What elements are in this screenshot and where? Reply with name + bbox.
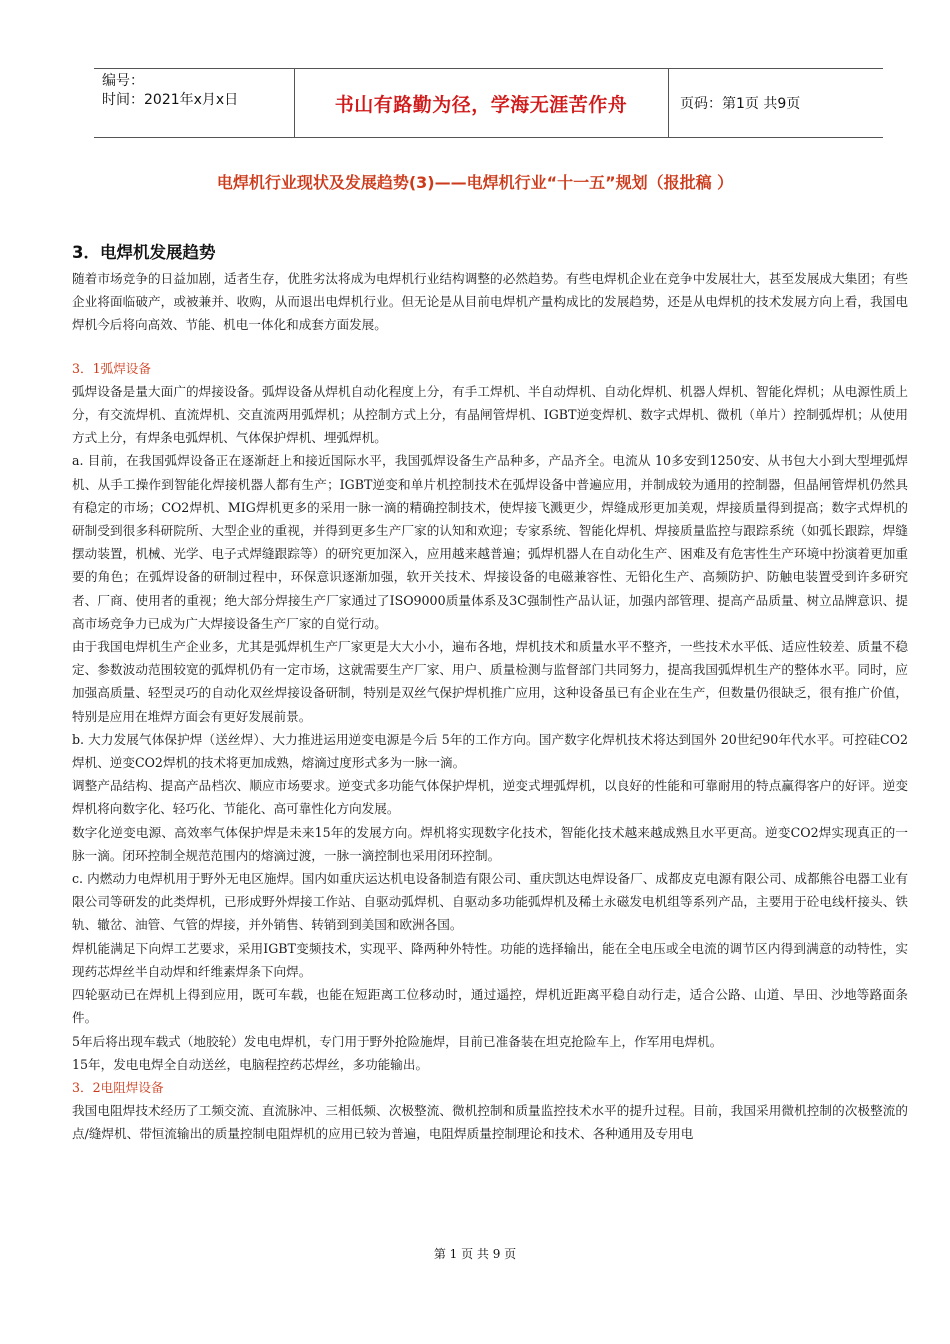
paragraph: 弧焊设备是量大面广的焊接设备。弧焊设备从焊机自动化程度上分，有手工焊机、半自动焊机、自动化焊机、机器人焊机、智能化焊机；从电源性质上分，有交流焊机、直流焊机、交直流两用弧焊机；从控制方式上分，有晶闸管焊机、IGBT逆变焊机、数字式焊机、微机（单片）控制弧焊机；从使用方式上分，有焊条电弧焊机、气体保护焊机、埋弧焊机。 xyxy=(72,383,908,446)
header-divider xyxy=(668,69,669,137)
document-body xyxy=(72,241,908,1146)
header-meta xyxy=(102,72,238,110)
header-page-number: 页码：第1页 共9页 xyxy=(680,96,801,112)
paragraph: 调整产品结构、提高产品档次、顺应市场要求。逆变式多功能气体保护焊机，逆变式埋弧焊机，以良好的性能和可靠耐用的特点赢得客户的好评。逆变焊机将向数字化、轻巧化、节能化、高可靠性化方向发展。 xyxy=(72,778,908,817)
subsection-heading: 3．2电阻焊设备 xyxy=(72,1079,164,1095)
subsection-heading: 3．1弧焊设备 xyxy=(72,360,151,376)
paragraph: 由于我国电焊机生产企业多，尤其是弧焊机生产厂家更是大大小小，遍布各地，焊机技术和质量水平不整齐，一些技术水平低、适应性较差、质量不稳定、参数波动范围较宽的弧焊机仍有一定市场，这就需要生产厂家、用户、质量检测与监督部门共同努力，提高我国弧焊机生产的整体水平。同时，应加强高质量、轻型灵巧的自动化双丝焊接设备研制，特别是双丝气保护焊机推广应用，这种设备虽已有企业在生产，但数量仍很缺乏，很有推广价值，特别是应用在堆焊方面会有更好发展前景。 xyxy=(72,639,908,724)
page-footer: 第 1 页 共 9 页 xyxy=(433,1247,517,1261)
paragraph: 焊机能满足下向焊工艺要求，采用IGBT变频技术，实现平、降两种外特性。功能的选择输出，能在全电压或全电流的调节区内得到满意的动特性，实现药芯焊丝半自动焊和纤维素焊条下向焊。 xyxy=(72,940,908,979)
paragraph: a. 目前，在我国弧焊设备正在逐渐赶上和接近国际水平，我国弧焊设备生产品种多，产品齐全。电流从 10多安到1250安、从书包大小到大型埋弧焊机、从手工操作到智能化焊接机器人都有生产；IGBT逆变和单片机控制技术在弧焊设备中普遍应用，并制成较为通用的控制器，但晶闸管焊机仍然具有稳定的市场；CO2焊机、MIG焊机更多的采用一脉一滴的精确控制技术，使焊接飞溅更少，焊缝成形更加美观，焊接质量得到提高；数字式焊机的研制受到很多科研院所、大型企业的重视，并得到更多生产厂家的认知和欢迎；专家系统、智能化焊机、焊接质量监控与跟踪系统（如弧长跟踪，焊缝摆动装置，机械、光学、电子式焊缝跟踪等）的研究更加深入，应用越来越普遍；弧焊机器人在自动化生产、困难及有危害性生产环境中扮演着更加重要的角色；在弧焊设备的研制过程中，环保意识逐渐加强，软开关技术、焊接设备的电磁兼容性、无铅化生产、高频防护、防触电装置受到许多研究者、厂商、使用者的重视；绝大部分焊接生产厂家通过了ISO9000质量体系及3C强制性产品认证，加强内部管理、提高产品质量、树立品牌意识、提高市场竞争力已成为广大焊接设备生产厂家的自觉行动。 xyxy=(72,453,908,631)
header-motto: 书山有路勤为径，学海无涯苦作舟 xyxy=(334,93,628,116)
paragraph: 5年后将出现车载式（地胶轮）发电电焊机，专门用于野外抢险施焊，目前已准备装在坦克抢险车上，作军用电焊机。 xyxy=(72,1033,723,1049)
doc-number-label: 编号： xyxy=(102,73,144,89)
time-label: 时间：2021年x月x日 xyxy=(102,92,239,108)
paragraph: b. 大力发展气体保护焊（送丝焊）、大力推进运用逆变电源是今后 5年的工作方向。国产数字化焊机技术将达到国外 20世纪90年代水平。可控硅CO2焊机、逆变CO2焊机的技术将更加成熟，熔滴过度形式多为一脉一滴。 xyxy=(72,731,908,771)
section-heading: 3．电焊机发展趋势 xyxy=(72,243,216,262)
paragraph: 我国电阻焊技术经历了工频交流、直流脉冲、三相低频、次极整流、微机控制和质量监控技术水平的提升过程。目前，我国采用微机控制的次极整流的点/缝焊机、带恒流输出的质量控制电阻焊机的应用已较为普遍，电阻焊质量控制理论和技术、各种通用及专用电 xyxy=(72,1103,908,1142)
page-header xyxy=(94,68,883,138)
paragraph: c. 内燃动力电焊机用于野外无电区施焊。国内如重庆运达机电设备制造有限公司、重庆凯达电焊设备厂、成都皮克电源有限公司、成都熊谷电器工业有限公司等研发的此类焊机，已形成野外焊接工作站、自驱动弧焊机、自驱动多功能弧焊机及稀土永磁发电机组等系列产品，主要用于砼电线杆接头、铁轨、辙岔、油管、气管的焊接，并外销售、转销到到美国和欧洲各国。 xyxy=(72,871,908,933)
paragraph: 随着市场竞争的日益加剧，适者生存，优胜劣汰将成为电焊机行业结构调整的必然趋势。有些电焊机企业在竞争中发展壮大，甚至发展成大集团；有些企业将面临破产，或被兼并、收购，从而退出电焊机行业。但无论是从目前电焊机产量构成比的发展趋势，还是从电焊机的技术发展方向上看，我国电焊机今后将向高效、节能、机电一体化和成套方面发展。 xyxy=(72,271,908,333)
paragraph: 15年，发电电焊全自动送丝，电脑程控药芯焊丝，多功能输出。 xyxy=(72,1056,429,1072)
document-title: 电焊机行业现状及发展趋势(3)——电焊机行业“十一五”规划（报批稿 ） xyxy=(216,173,734,192)
paragraph: 数字化逆变电源、高效率气体保护焊是未来15年的发展方向。焊机将实现数字化技术，智能化技术越来越成熟且水平更高。逆变CO2焊实现真正的一脉一滴。闭环控制全规范范围内的熔滴过渡，一脉一滴控制也采用闭环控制。 xyxy=(72,824,908,863)
paragraph: 四轮驱动已在焊机上得到应用，既可车载，也能在短距离工位移动时，通过遥控，焊机近距离平稳自动行走，适合公路、山道、旱田、沙地等路面条件。 xyxy=(72,987,908,1026)
